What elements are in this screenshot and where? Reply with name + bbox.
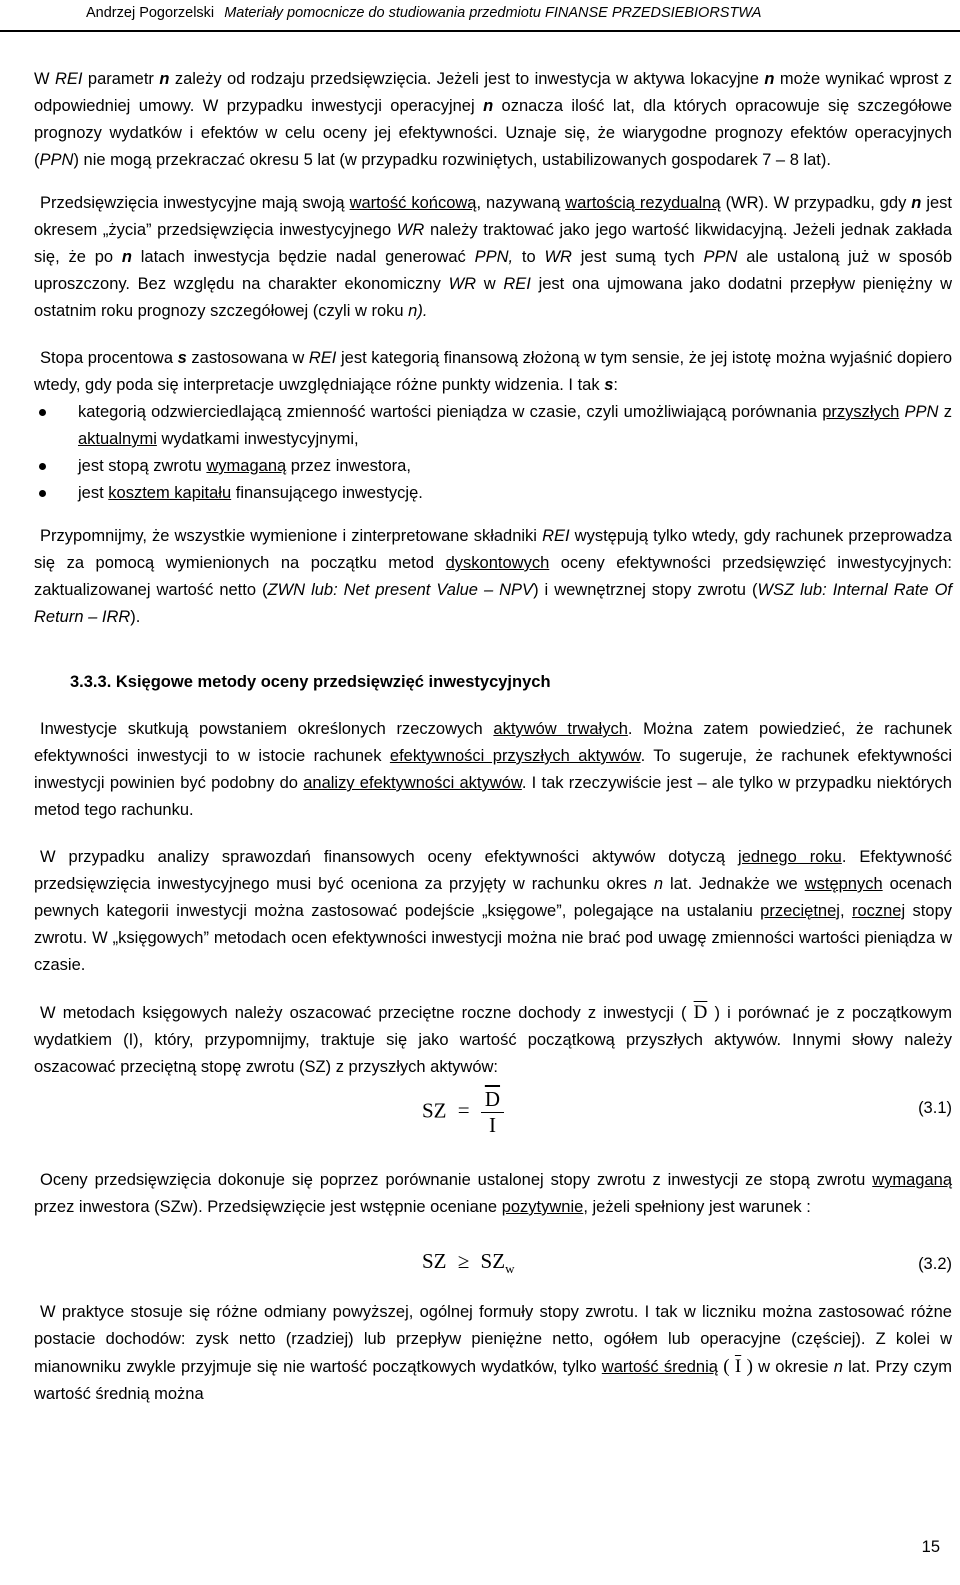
- paragraph-practice: W praktyce stosuje się różne odmiany powyższej, ogólnej formuły stopy zwrotu. I tak w liczniku można zastosować różne postacie dochodów: zysk netto (rzadziej) lub przepływ pieniężne netto, ogółem lub operacyjne (częściej). Z kolei w mianowniku zwykle przyjmuje się nie wartość początkowych wydatków, tylko wartość średnią ( $\overline{I}$ ) w okresie n lat. Przy czym wartość średnią można: [34, 1303, 953, 1403]
- formula-lhs: SZ: [422, 1249, 447, 1273]
- fraction-numerator: $\overline{D}$: [481, 1087, 504, 1113]
- list-item: kategorią odzwierciedlającą zmienność wartości pieniądza w czasie, czyli umożliwiającą porównania przyszłych PPN z aktualnymi wydatkami inwestycyjnymi,: [34, 399, 952, 453]
- section-title: 3.3.3. Księgowe metody oceny przedsięwzięć inwestycyjnych: [70, 673, 551, 691]
- page-header: [0, 0, 960, 32]
- formula-operator: ≥: [457, 1249, 470, 1273]
- formula-rhs: SZ: [480, 1249, 506, 1273]
- formula-subscript: w: [505, 1261, 515, 1277]
- list-item: jest stopą zwrotu wymaganą przez inwestora,: [34, 453, 952, 480]
- formula-lhs: SZ: [422, 1098, 447, 1123]
- fraction: [481, 1087, 504, 1138]
- equation-number: (3.1): [918, 1099, 952, 1117]
- paragraph-rei-parameter: W REI parametr n zależy od rodzaju przedsięwzięcia. Jeżeli jest to inwestycja w aktywa lokacyjne n może wynikać wprost z odpowiedniej umowy. W przypadku inwestycji operacyjnej n oznacza ilość lat, dla których opracowuje się szczegółowe prognozy wydatków i efektów w celu oceny jej efektywności. Uznaje się, że wiarygodne prognozy efektów operacyjnych (PPN) nie mogą przekraczać okresu 5 lat (w przypadku rozwiniętych, ustabilizowanych gospodarek 7 – 8 lat).: [34, 70, 953, 169]
- formula-3-2: [34, 1221, 952, 1299]
- fraction-denominator: I: [488, 1113, 496, 1137]
- page-number: 15: [921, 1538, 940, 1556]
- header-course: Materiały pomocnicze do studiowania przedmiotu FINANSE PRZEDSIEBIORSTWA: [224, 5, 762, 21]
- paragraph-interest-rate: Stopa procentowa s zastosowana w REI jest kategorią finansową złożoną w tym sensie, że jej istotę można wyjaśnić dopiero wtedy, gdy poda się interpretacje uwzględniające różne punkty widzenia. I tak s:: [34, 349, 953, 394]
- formula-equals: =: [457, 1098, 470, 1123]
- paragraph-reminder: Przypomnijmy, że wszystkie wymienione i zinterpretowane składniki REI występują tylko wtedy, gdy rachunek przeprowadza się za pomocą wymienionych na początku metod dyskontowych oceny efektywności przedsięwzięć inwestycyjnych: zaktualizowanej wartość netto (ZWN lub: Net present Value – NPV) i wewnętrznej stopy zwrotu (WSZ lub: Internal Rate Of Return – IRR).: [34, 527, 952, 626]
- paragraph-one-year: W przypadku analizy sprawozdań finansowych oceny efektywności aktywów dotyczą jednego roku. Efektywność przedsięwzięcia inwestycyjnego musi być oceniona za przyjęty w rachunku okres n lat. Jednakże we wstępnych ocenach pewnych kategorii inwestycji można zastosować podejście „księgowe”, polegające na ustalaniu przeciętnej, rocznej stopy zwrotu. W „księgowych” metodach ocen efektywności inwestycji można nie brać pod uwagę zmienności wartości pieniądza w czasie.: [34, 848, 953, 974]
- paragraph-acceptance: Oceny przedsięwzięcia dokonuje się poprzez porównanie ustalonej stopy zwrotu z inwestycji ze stopą zwrotu wymaganą przez inwestora (SZw). Przedsięwzięcie jest wstępnie oceniane pozytywnie, jeżeli spełniony jest warunek :: [34, 1171, 952, 1216]
- paragraph-residual-value: Przedsięwzięcia inwestycyjne mają swoją wartość końcową, nazywaną wartością rezydualną (WR). W przypadku, gdy n jest okresem „życia” przedsięwzięcia inwestycyjnego WR należy traktować jako jego wartość likwidacyjną. Jeżeli jednak zakłada się, że po n latach inwestycja będzie nadal generować PPN, to WR jest sumą tych PPN ale ustaloną już w sposób uproszczony. Bez względu na charakter ekonomiczny WR w REI jest ona ujmowana jako dodatni przepływ pieniężny w ostatnim roku prognozy szczegółowej (czyli w roku n).: [34, 194, 953, 320]
- formula-3-1: [34, 1081, 952, 1151]
- paragraph-fixed-assets: Inwestycje skutkują powstaniem określonych rzeczowych aktywów trwałych. Można zatem powiedzieć, że rachunek efektywności inwestycji to w istocie rachunek efektywności przyszłych aktywów. To sugeruje, że rachunek efektywności inwestycji powinien być podobny do analizy efektywności aktywów. I tak rzeczywiście jest – ale tylko w przypadku niektórych metod tego rachunku.: [34, 720, 952, 819]
- interest-rate-list: [34, 399, 952, 507]
- document-body: [34, 66, 952, 1408]
- header-author: Andrzej Pogorzelski: [86, 5, 215, 21]
- list-item: jest kosztem kapitału finansującego inwestycję.: [34, 480, 952, 507]
- paragraph-accounting-methods: W metodach księgowych należy oszacować przeciętne roczne dochody z inwestycji ( $\overline{D}$ ) i porównać je z początkowym wydatkiem (I), który, przypomnijmy, traktuje się jako wartość początkową przyszłych aktywów. Innymi słowy należy oszacować przeciętną stopę zwrotu (SZ) z przyszłych aktywów:: [34, 1002, 952, 1076]
- equation-number: (3.2): [918, 1255, 952, 1273]
